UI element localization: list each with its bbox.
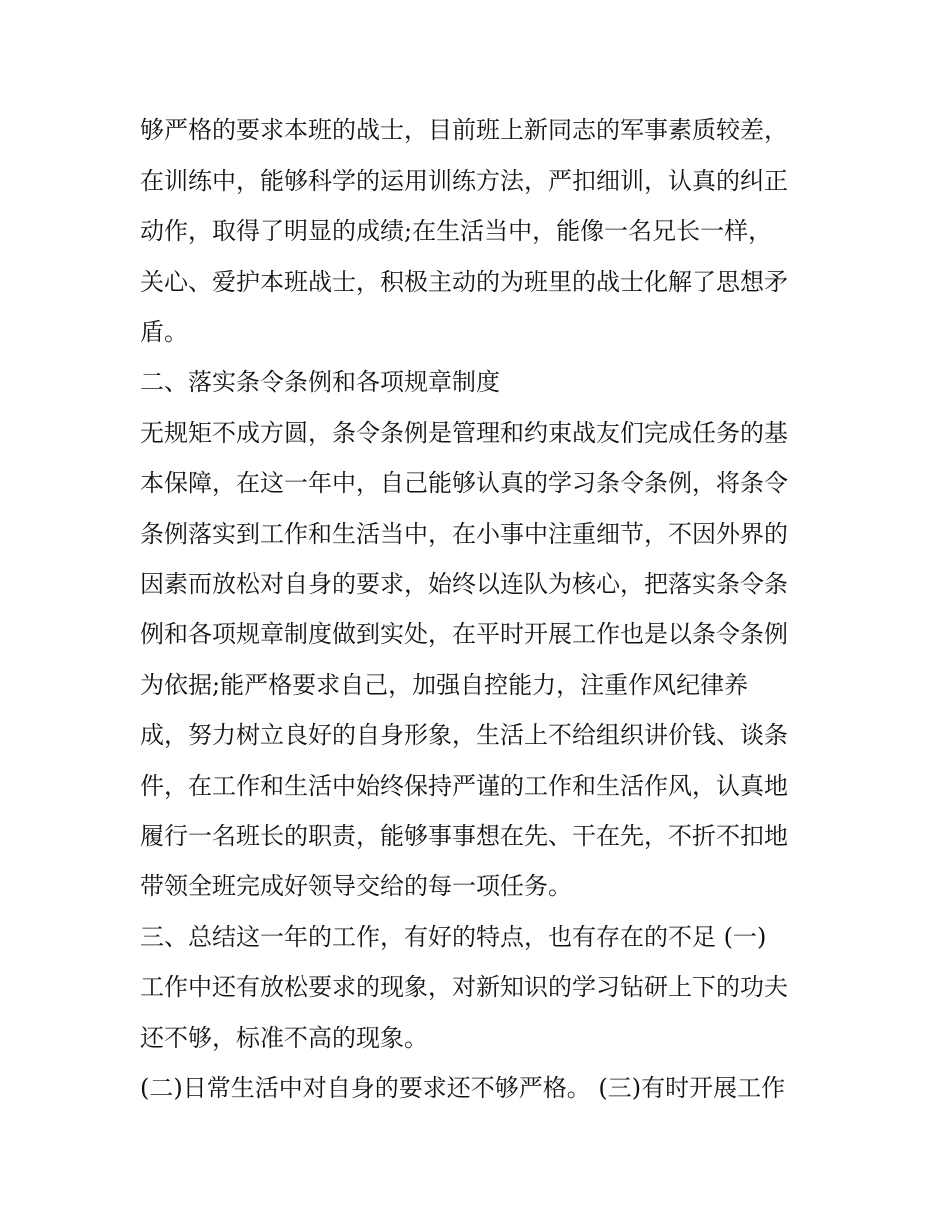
text-line: 关心、爱护本班战士，积极主动的为班里的战士化解了思想矛 [140,268,788,296]
section-heading: 二、落实条令条例和各项规章制度 [140,368,500,396]
text-line: 动作，取得了明显的成绩;在生活当中，能像一名兄长一样， [140,217,773,245]
text-line: (二)日常生活中对自身的要求还不够严格。 (三)有时开展工作 [140,1074,786,1102]
text-line: 盾。 [140,318,188,346]
text-line: 例和各项规章制度做到实处，在平时开展工作也是以条令条例 [140,620,788,648]
text-line: 够严格的要求本班的战士，目前班上新同志的军事素质较差， [140,116,788,144]
text-line: 工作中还有放松要求的现象，对新知识的学习钻研上下的功夫 [140,973,788,1001]
text-line: 条例落实到工作和生活当中，在小事中注重细节，不因外界的 [140,520,788,548]
text-line: 在训练中，能够科学的运用训练方法，严扣细训，认真的纠正 [140,167,788,195]
text-line: 因素而放松对自身的要求，始终以连队为核心，把落实条令条 [140,570,788,598]
text-line: 件，在工作和生活中始终保持严谨的工作和生活作风，认真地 [140,772,788,800]
section-heading: 三、总结这一年的工作，有好的特点，也有存在的不足 (一) [140,923,767,951]
text-line: 成，努力树立良好的自身形象，生活上不给组织讲价钱、谈条 [140,721,788,749]
text-line: 还不够，标准不高的现象。 [140,1024,428,1052]
text-line: 为依据;能严格要求自己，加强自控能力，注重作风纪律养 [140,671,749,699]
text-line: 带领全班完成好领导交给的每一项任务。 [140,872,572,900]
text-line: 无规矩不成方圆，条令条例是管理和约束战友们完成任务的基 [140,419,788,447]
text-line: 本保障，在这一年中，自己能够认真的学习条令条例，将条令 [140,469,788,497]
text-line: 履行一名班长的职责，能够事事想在先、干在先，不折不扣地 [140,822,788,850]
